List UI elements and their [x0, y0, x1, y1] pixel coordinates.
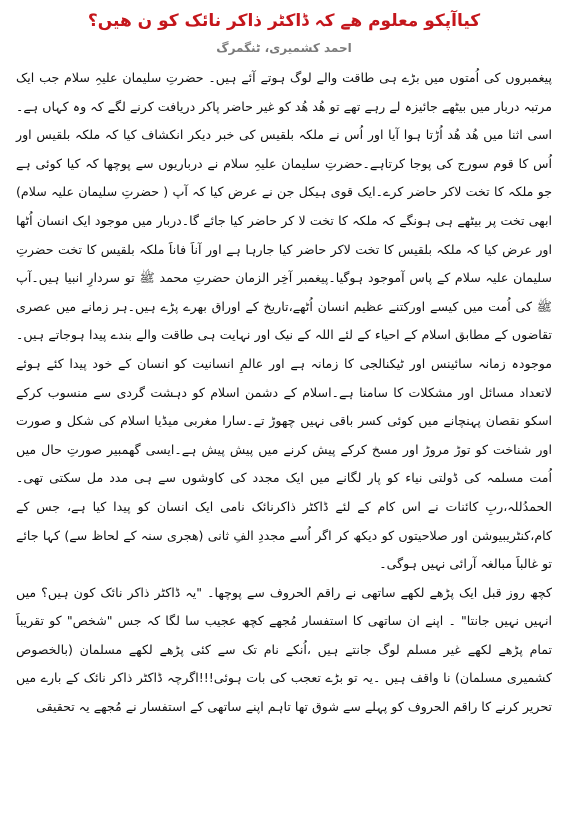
- article-paragraph-1: پیغمبروں کی اُمتوں میں بڑے ہی طاقت والے لوگ ہوتے آئے ہیں۔ حضرتِ سلیمان علیہِ سلام جب ایک مرتبہ دربار میں بیٹھے جائیزہ لے رہے تھے تو ھُد ھُد کو غیر حاضر پاکر دریافت کرنے لگے کہ وہ کہاں ہے۔اسی اثنا میں ھُد ھُد اُڑتا ہوا آیا اور اُس نے ملکہ بلقیس کی خبر دیکر انکشاف کیا کہ ملکہ بلقیس اور اُس کا قوم سورج کی پوجا کرتاہے۔حضرتِ سلیمان علیہِ سلام نے درباریوں سے پوچھا کہ کیا کوئی ہے جو ملکہ کا تخت لاکر حاضر کرے۔ایک قوی ہیکل جن نے عرض کیا کہ آپ ( حضرتِ سلیمان علیہ سلام) ابھی تخت پر بیٹھے ہی ہونگے کہ ملکہ کا تخت لا کر حاضر کیا جائے گا۔دربار میں موجود ایک انسان اُٹھا اور عرض کیا کہ ملکہ بلقیس کا تخت لاکر حاضر کیا جارہا ہے اور آناََ فاناََ ملکہ بلقیس کا تخت حضرتِ سلیمان علیہ سلام کے پاس آموجود ہوگیا۔پیغمبر آخِر الزمان حضرتِ محمد ﷺ تو سردارِ انبیا ہیں۔آپ ﷺ کی اُمت میں کیسے اورکتنے عظیم انسان اُٹھے،تاریخ کے اوراق بھرے پڑے ہیں۔ہر زمانے میں عصری تقاضوں کے مطابق اسلام کے احیاء کے لئے اللہ کے نیک اور نہایت ہی طاقت والے بندے پیدا ہوجاتے ہیں۔موجودہ زمانہ سائینس اور ٹیکنالجی کا زمانہ ہے اور عالمِ انسانیت کو انسان کے خود پیدا کئے ہوئے لاتعداد مسائل اور مشکلات کا سامنا ہے۔اسلام کے دشمن اسلام کو دہشت گردی سے منسوب کرکے اسکو نقصان پہنچانے میں کوئی کسر باقی نہیں چھوڑ تے۔سارا مغربی میڈیا اسلام کی شکل و صورت اور شناخت کو توڑ مروڑ اور مسخ کرکے پیش کرنے میں پیش پیش ہے۔ایسی گھمبیر صورتِ حال میں اُمت مسلمہ کی ڈولتی نیاء کو پار لگانے میں ایک مجدد کی کاوشوں سے ہی مدد مل سکتی تھی۔الحمدُللہ،ربِ کائنات نے اس کام کے لئے ڈاکٹر ذاکرنائک نامی ایک انسان کو پیدا کیا ہے، جس کے کام،کنٹریبیوشن اور صلاحیتوں کو دیکھ کر اگر اُسے مجددِ الفِ ثانی (ھجری سنہ کے لحاظ سے) کہا جائے تو غالباََ مبالغہ آرائی نہیں ہوگی۔: [16, 70, 552, 572]
- article-author: احمد کشمیری، ٹنگمرگ: [216, 41, 352, 55]
- article-paragraph-2: کچھ روز قبل ایک پڑھے لکھے ساتھی نے راقم الحروف سے پوچھا۔ "یہ ڈاکٹر ذاکر نائک کون ہیں؟ میں انہیں نہیں جانتا" ۔ اپنے ان ساتھی کا استفسار مُجھے کچھ عجیب سا لگا کہ جس "شخص" کو تقریباََ تمام پڑھے لکھے غیر مسلم لوگ جانتے ہیں ،اُنکے نام تک سے کئی پڑھے لکھے مسلمان (بالخصوص کشمیری مسلمان) نا واقف ہیں ۔یہ تو بڑے تعجب کی بات ہوئی!!!اگرچہ ڈاکٹر ذاکر نائک کے بارے میں تحریر کرنے کا راقم الحروف کو پہلے سے شوق تھا تاہم اپنے ساتھی کے استفسار نے مُجھے یہ تحقیقی: [16, 584, 552, 715]
- article-title: کیاآپکو معلوم ھے کہ ڈاکٹر ذاکر نائک کو ن ھیں؟: [87, 11, 481, 31]
